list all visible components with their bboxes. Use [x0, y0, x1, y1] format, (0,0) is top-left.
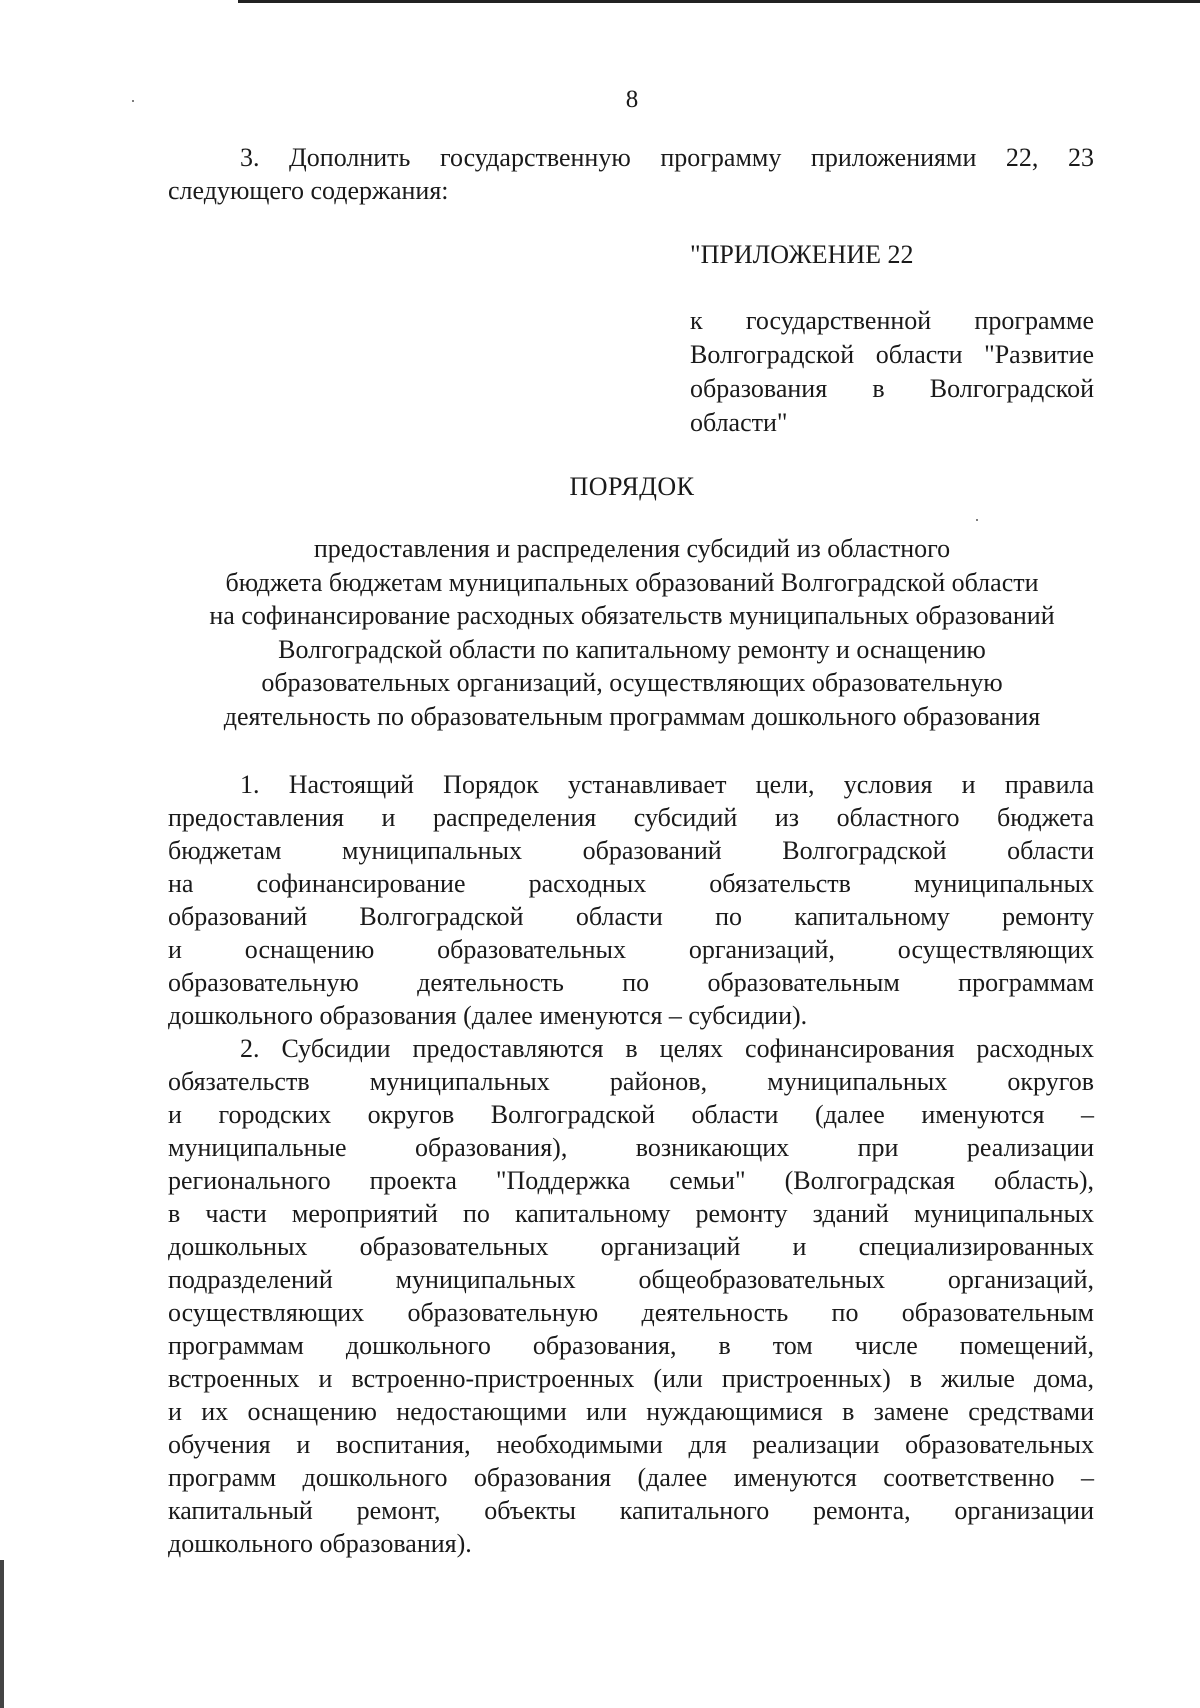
paragraph-line: обучения и воспитания, необходимыми для реализации образовательных: [168, 1430, 1094, 1459]
annex-line: к государственной программе: [690, 306, 1094, 335]
paragraph-line: дошкольного образования).: [168, 1529, 472, 1558]
document-subtitle: [170, 532, 1094, 733]
paragraph-line: образовательную деятельность по образовательным программам: [168, 968, 1094, 997]
paragraph-line: встроенных и встроенно-пристроенных (или пристроенных) в жилые дома,: [168, 1364, 1094, 1393]
paragraph-line: программ дошкольного образования (далее именуются соответственно –: [168, 1463, 1094, 1492]
intro-line: 3. Дополнить государственную программу приложениями 22, 23: [240, 143, 1094, 172]
paragraph-line: бюджетам муниципальных образований Волгоградской области: [168, 836, 1094, 865]
paragraph-line: обязательств муниципальных районов, муниципальных округов: [168, 1067, 1094, 1096]
paragraph-line: регионального проекта "Поддержка семьи" (Волгоградская область),: [168, 1166, 1094, 1195]
paragraph-line: и городских округов Волгоградской области (далее именуются –: [168, 1100, 1094, 1129]
paragraph-line: 2. Субсидии предоставляются в целях софинансирования расходных: [240, 1034, 1094, 1063]
subtitle-line: образовательных организаций, осуществляющих образовательную: [261, 668, 1003, 697]
paragraph-line: в части мероприятий по капитальному ремонту зданий муниципальных: [168, 1199, 1094, 1228]
subtitle-line: предоставления и распределения субсидий из областного: [313, 534, 951, 563]
paragraph-line: образований Волгоградской области по капитальному ремонту: [168, 902, 1094, 931]
paragraph-line: 1. Настоящий Порядок устанавливает цели, условия и правила: [240, 770, 1094, 799]
subtitle-line: на софинансирование расходных обязательств муниципальных образований: [209, 601, 1055, 630]
paragraph-2: [168, 1032, 1094, 1560]
annex-line: образования в Волгоградской: [690, 374, 1094, 403]
scan-speck: [976, 519, 978, 521]
paragraph-line: и их оснащению недостающими или нуждающимися в замене средствами: [168, 1397, 1094, 1426]
subtitle-line: деятельность по образовательным программам дошкольного образования: [223, 701, 1041, 731]
annex-line: области": [690, 408, 788, 437]
paragraph-line: на софинансирование расходных обязательств муниципальных: [168, 869, 1094, 898]
paragraph-line: дошкольных образовательных организаций и специализированных: [168, 1232, 1094, 1261]
annex-line: Волгоградской области "Развитие: [690, 340, 1094, 369]
paragraph-line: осуществляющих образовательную деятельность по образовательным: [168, 1298, 1094, 1327]
scan-top-edge: [238, 0, 1200, 3]
intro-paragraph: [168, 141, 1094, 207]
annex-title: "ПРИЛОЖЕНИЕ 22: [690, 240, 914, 269]
paragraph-line: капитальный ремонт, объекты капитального ремонта, организации: [168, 1496, 1094, 1525]
scan-left-edge: [0, 1560, 4, 1708]
paragraph-1: [168, 768, 1094, 1032]
intro-line: следующего содержания:: [168, 176, 449, 205]
paragraph-line: и оснащению образовательных организаций, осуществляющих: [168, 935, 1094, 964]
document-title: ПОРЯДОК: [569, 472, 695, 501]
paragraph-line: предоставления и распределения субсидий из областного бюджета: [168, 803, 1094, 832]
subtitle-line: Волгоградской области по капитальному ремонту и оснащению: [278, 634, 986, 664]
subtitle-line: бюджета бюджетам муниципальных образований Волгоградской области: [225, 567, 1039, 597]
paragraph-line: муниципальные образования), возникающих при реализации: [168, 1133, 1094, 1162]
page-number: 8: [625, 86, 639, 113]
paragraph-line: программам дошкольного образования, в том числе помещений,: [168, 1331, 1094, 1360]
annex-reference: [690, 304, 1094, 440]
paragraph-line: дошкольного образования (далее именуются – субсидии).: [168, 1001, 808, 1030]
paragraph-line: подразделений муниципальных общеобразовательных организаций,: [168, 1265, 1094, 1294]
